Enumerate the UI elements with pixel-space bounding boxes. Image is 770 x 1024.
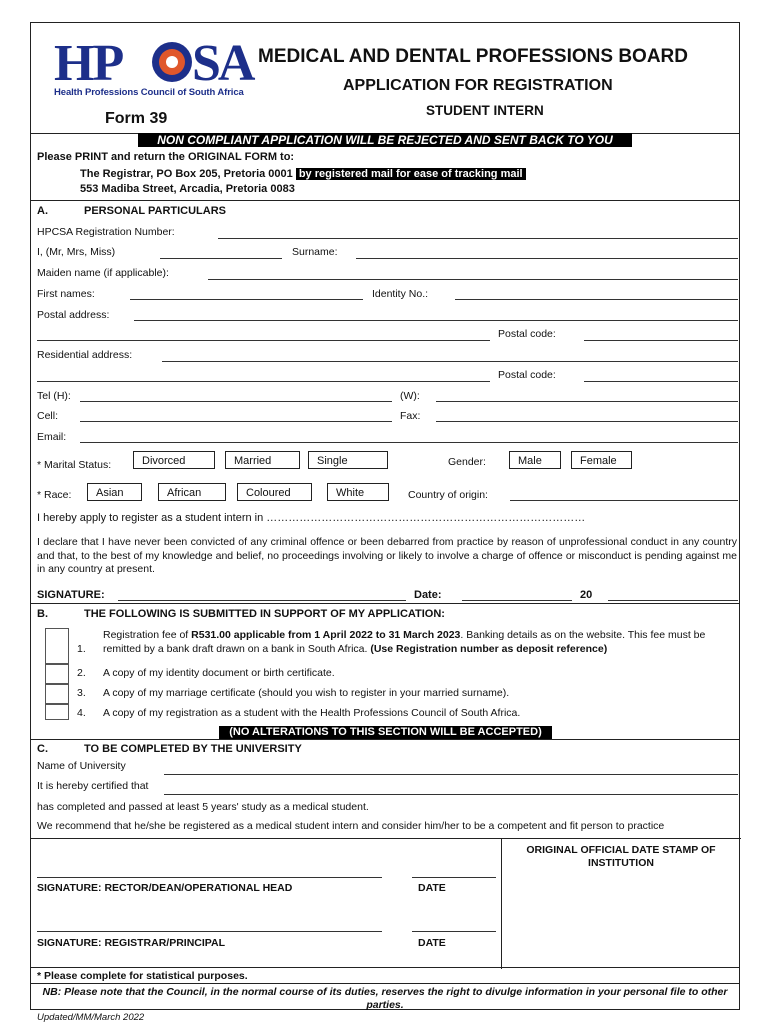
item-2-text: A copy of my identity document or birth certificate.	[103, 667, 335, 679]
checkbox-item-1[interactable]	[45, 628, 69, 664]
registrar-po-box: The Registrar, PO Box 205, Pretoria 0001	[80, 168, 293, 180]
section-c-rule	[30, 739, 740, 740]
section-a-letter: A.	[37, 205, 48, 217]
header	[30, 22, 740, 134]
hpcsa-logo-mark	[54, 34, 266, 88]
surname-label: Surname:	[292, 246, 338, 258]
fax-field[interactable]	[436, 421, 738, 422]
race-label: * Race:	[37, 489, 72, 501]
stat-note-rule	[30, 967, 740, 968]
hpcsa-reg-number-label: HPCSA Registration Number:	[37, 226, 175, 238]
certified-student-field[interactable]	[164, 794, 738, 795]
university-name-field[interactable]	[164, 774, 738, 775]
return-instructions: Please PRINT and return the ORIGINAL FORM to:	[37, 151, 295, 163]
marital-divorced-option[interactable]: Divorced	[133, 451, 215, 469]
email-label: Email:	[37, 431, 67, 443]
rector-date-field[interactable]	[412, 877, 496, 878]
country-of-origin-field[interactable]	[510, 500, 738, 501]
stamp-box	[501, 838, 741, 969]
tel-home-label: Tel (H):	[37, 390, 71, 402]
residential-address-field-2[interactable]	[37, 381, 490, 382]
postal-address-field-2[interactable]	[37, 340, 490, 341]
date-label: Date:	[414, 589, 442, 601]
updated-footer: Updated/MM/March 2022	[37, 1012, 145, 1023]
residential-address-label: Residential address:	[37, 349, 133, 361]
non-compliant-warning: NON COMPLIANT APPLICATION WILL BE REJECTED AND SENT BACK TO YOU	[138, 133, 632, 147]
race-african-option[interactable]: African	[158, 483, 226, 501]
section-b-letter: B.	[37, 608, 48, 620]
registrar-date-field[interactable]	[412, 931, 496, 932]
registrar-signature-field[interactable]	[37, 931, 382, 932]
marital-married-option[interactable]: Married	[225, 451, 300, 469]
no-alterations-notice: (NO ALTERATIONS TO THIS SECTION WILL BE ACCEPTED)	[219, 726, 552, 739]
item-1-text-a: Registration fee of	[103, 629, 192, 641]
gender-label: Gender:	[448, 456, 486, 468]
rector-date-label: DATE	[418, 882, 446, 894]
registered-mail-note: by registered mail for ease of tracking mail	[296, 168, 526, 180]
form-subtitle: STUDENT INTERN	[426, 103, 544, 118]
residential-code-field[interactable]	[584, 381, 738, 382]
item-2-number: 2.	[77, 667, 86, 679]
declaration: I declare that I have never been convicted of any criminal offence or been debarred from practice by reason of unprofessional conduct in any country and that, to the best of my knowledge and belief, no proceedings involving or likely to involve a charge of offence or misconduct is pending against me in any country at present.	[37, 536, 737, 575]
postal-address-label: Postal address:	[37, 309, 110, 321]
gender-female-option[interactable]: Female	[571, 451, 632, 469]
maiden-name-label: Maiden name (if applicable):	[37, 267, 169, 279]
postal-address-field-1[interactable]	[134, 320, 738, 321]
gender-male-option[interactable]: Male	[509, 451, 561, 469]
item-1-text-b: . Banking details as on the website. This fee must be remitted by a bank draft drawn on a bank in South Africa.	[103, 629, 706, 655]
item-1-fee: R531.00 applicable from 1 April 2022 to 31 March 2023	[191, 629, 461, 641]
postal-code-field[interactable]	[584, 340, 738, 341]
logo-sa-letters: SA	[192, 35, 253, 88]
country-of-origin-label: Country of origin:	[408, 489, 488, 501]
hpcsa-logo	[54, 34, 266, 98]
section-c-title: TO BE COMPLETED BY THE UNIVERSITY	[84, 743, 302, 755]
logo-emblem	[152, 42, 192, 82]
item-3-text: A copy of my marriage certificate (should you wish to register in your married surname).	[103, 687, 510, 699]
recommend-statement: We recommend that he/she be registered as a medical student intern and consider him/her to be a competent and fit person to practice	[37, 820, 665, 832]
first-names-field[interactable]	[130, 299, 363, 300]
registrar-address	[80, 168, 526, 180]
section-a-rule	[30, 200, 740, 201]
race-coloured-option[interactable]: Coloured	[237, 483, 312, 501]
certified-label: It is hereby certified that	[37, 780, 149, 792]
signatures-top-rule	[30, 838, 501, 839]
item-1-reference: (Use Registration number as deposit reference)	[370, 643, 608, 655]
first-names-label: First names:	[37, 288, 95, 300]
residential-code-label: Postal code:	[498, 369, 556, 381]
completed-statement: has completed and passed at least 5 years' study as a medical student.	[37, 801, 369, 813]
section-a-title: PERSONAL PARTICULARS	[84, 205, 226, 217]
cell-label: Cell:	[37, 410, 59, 422]
race-white-option[interactable]: White	[327, 483, 389, 501]
rector-signature-label: SIGNATURE: RECTOR/DEAN/OPERATIONAL HEAD	[37, 882, 293, 894]
logo-subtitle: Health Professions Council of South Africa	[54, 87, 244, 98]
year-prefix: 20	[580, 589, 593, 601]
residential-address-field-1[interactable]	[162, 361, 738, 362]
statistical-note: * Please complete for statistical purposes.	[37, 970, 248, 982]
postal-code-label: Postal code:	[498, 328, 556, 340]
identity-number-field[interactable]	[455, 299, 738, 300]
nb-note: NB: Please note that the Council, in the normal course of its duties, reserves the right to divulge information in your personal file to other parties.	[30, 983, 740, 1010]
maiden-name-field[interactable]	[208, 279, 738, 280]
board-name: MEDICAL AND DENTAL PROFESSIONS BOARD	[258, 46, 688, 67]
email-field[interactable]	[80, 442, 738, 443]
title-field[interactable]	[160, 258, 282, 259]
form-number: Form 39	[105, 110, 168, 127]
race-asian-option[interactable]: Asian	[87, 483, 142, 501]
checkbox-item-4[interactable]	[45, 704, 69, 720]
logo-hp-letters: HP	[54, 35, 123, 88]
rector-signature-field[interactable]	[37, 877, 382, 878]
hpcsa-reg-number-field[interactable]	[218, 238, 738, 239]
item-1-number: 1.	[77, 643, 86, 655]
tel-work-label: (W):	[400, 390, 420, 402]
marital-status-label: * Marital Status:	[37, 459, 112, 471]
item-4-number: 4.	[77, 707, 86, 719]
section-c-letter: C.	[37, 743, 48, 755]
checkbox-item-3[interactable]	[45, 684, 69, 704]
apply-statement: I hereby apply to register as a student intern in ……………………………………………………………………………	[37, 512, 586, 524]
form-title: APPLICATION FOR REGISTRATION	[343, 77, 613, 94]
item-4-text: A copy of my registration as a student with the Health Professions Council of South Africa.	[103, 707, 521, 719]
tel-work-field[interactable]	[436, 401, 738, 402]
registrar-signature-label: SIGNATURE: REGISTRAR/PRINCIPAL	[37, 937, 226, 949]
section-b-rule	[30, 603, 740, 604]
item-3-number: 3.	[77, 687, 86, 699]
cell-field[interactable]	[80, 421, 392, 422]
fax-label: Fax:	[400, 410, 421, 422]
stamp-label: ORIGINAL OFFICIAL DATE STAMP OF INSTITUTION	[526, 844, 716, 869]
checkbox-item-2[interactable]	[45, 664, 69, 684]
university-name-label: Name of University	[37, 760, 126, 772]
marital-single-option[interactable]: Single	[308, 451, 388, 469]
title-label: I, (Mr, Mrs, Miss)	[37, 246, 116, 258]
street-address: 553 Madiba Street, Arcadia, Pretoria 0083	[80, 183, 295, 195]
signature-field[interactable]	[118, 600, 406, 601]
item-1-text	[103, 628, 735, 656]
date-field[interactable]	[462, 600, 572, 601]
section-b-title: THE FOLLOWING IS SUBMITTED IN SUPPORT OF MY APPLICATION:	[84, 608, 445, 620]
tel-home-field[interactable]	[80, 401, 392, 402]
identity-number-label: Identity No.:	[372, 288, 429, 300]
surname-field[interactable]	[356, 258, 738, 259]
registrar-date-label: DATE	[418, 937, 446, 949]
signature-label: SIGNATURE:	[37, 589, 105, 601]
year-field[interactable]	[608, 600, 738, 601]
